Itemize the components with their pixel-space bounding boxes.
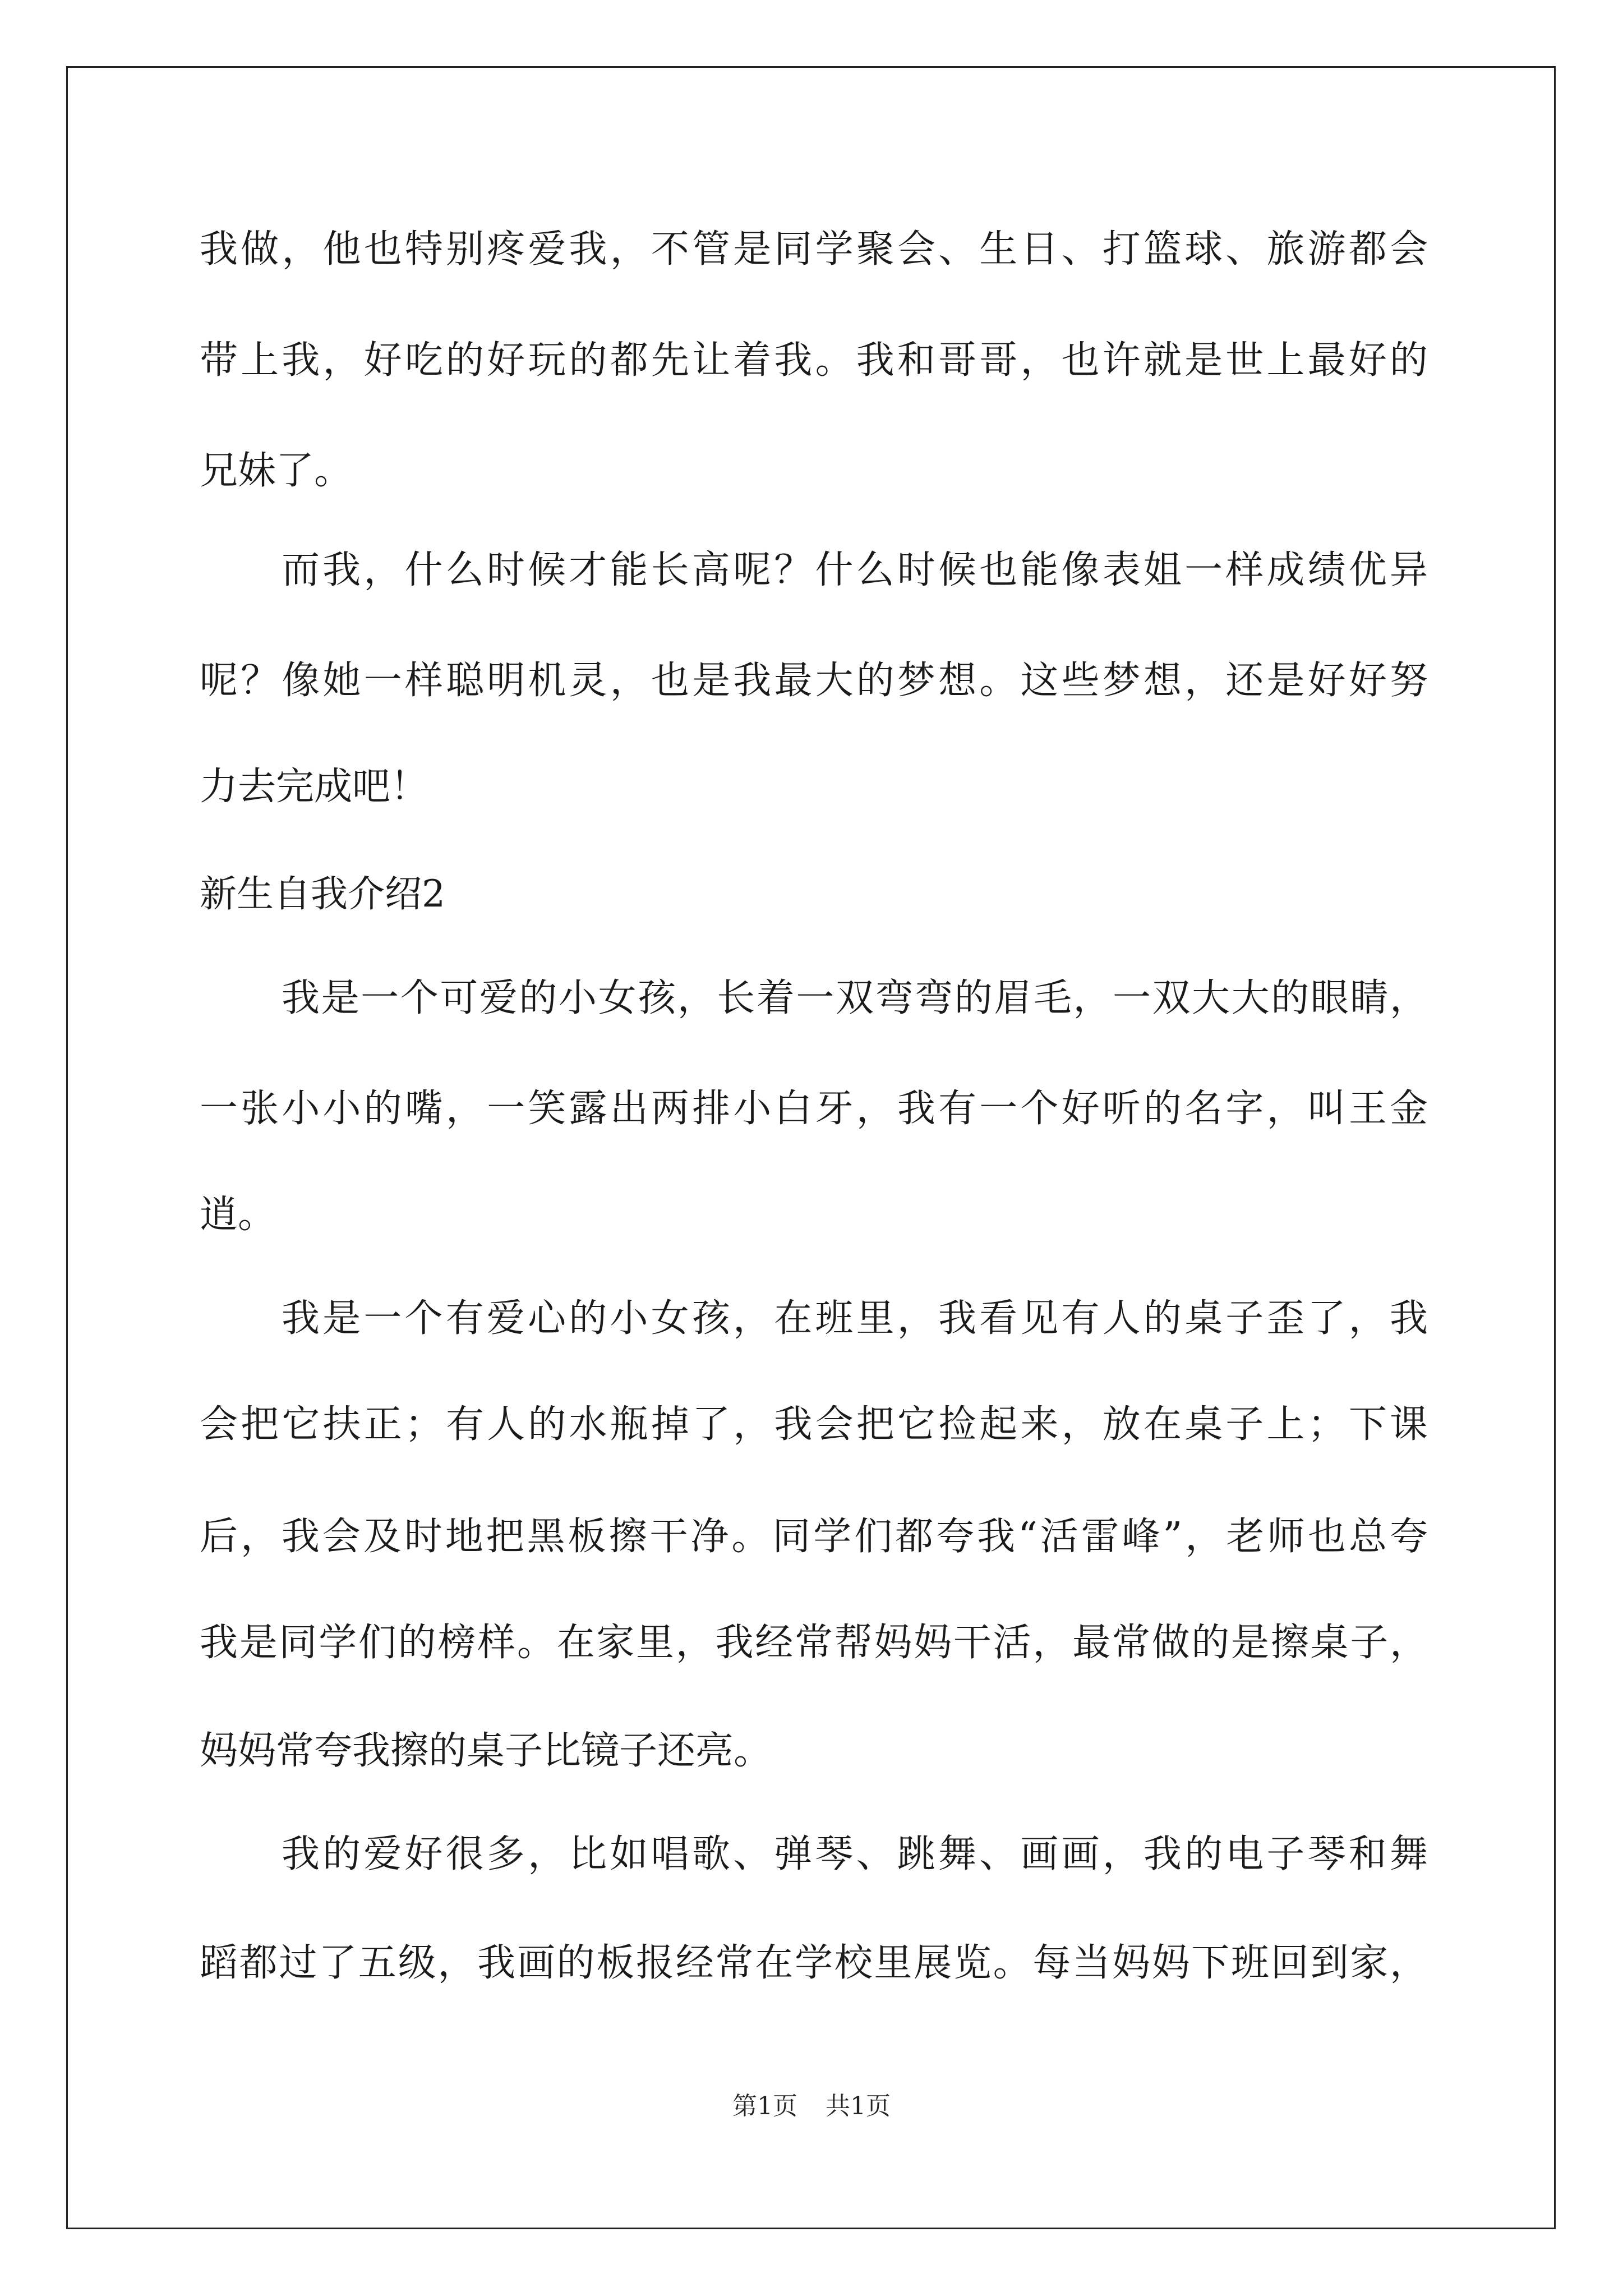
text-line: 逍。 xyxy=(200,1193,276,1237)
text-line: 兄妹了。 xyxy=(200,449,353,493)
text-line: 后，我会及时地把黑板擦干净。同学们都夸我“活雷峰”，老师也总夸 xyxy=(200,1515,1428,1559)
page-number: 第1页 xyxy=(732,2092,797,2120)
page-total: 共1页 xyxy=(826,2092,891,2120)
text-line: 带上我，好吃的好玩的都先让着我。我和哥哥，也许就是世上最好的 xyxy=(200,338,1428,383)
text-line: 我的爱好很多，比如唱歌、弹琴、跳舞、画画，我的电子琴和舞 xyxy=(282,1832,1428,1876)
text-line: 我做，他也特别疼爱我，不管是同学聚会、生日、打篮球、旅游都会 xyxy=(200,227,1428,272)
section-heading: 新生自我介绍2 xyxy=(200,872,445,915)
text-line: 妈妈常夸我擦的桌子比镜子还亮。 xyxy=(200,1729,772,1773)
text-line: 力去完成吧！ xyxy=(200,765,429,809)
text-line: 蹈都过了五级，我画的板报经常在学校里展览。每当妈妈下班回到家， xyxy=(200,1941,1428,1985)
text-line: 一张小小的嘴，一笑露出两排小白牙，我有一个好听的名字，叫王金 xyxy=(200,1087,1428,1131)
text-line: 我是一个可爱的小女孩，长着一双弯弯的眉毛，一双大大的眼睛， xyxy=(282,976,1428,1020)
page-footer xyxy=(0,2091,1623,2122)
text-line: 我是一个有爱心的小女孩，在班里，我看见有人的桌子歪了，我 xyxy=(282,1296,1428,1341)
text-line: 呢？像她一样聪明机灵，也是我最大的梦想。这些梦想，还是好好努 xyxy=(200,659,1428,703)
page-border xyxy=(66,66,1556,2229)
text-line: 而我，什么时候才能长高呢？什么时候也能像表姐一样成绩优异 xyxy=(282,548,1428,592)
text-line: 会把它扶正；有人的水瓶掉了，我会把它捡起来，放在桌子上；下课 xyxy=(200,1402,1428,1447)
text-line: 我是同学们的榜样。在家里，我经常帮妈妈干活，最常做的是擦桌子， xyxy=(200,1621,1428,1665)
